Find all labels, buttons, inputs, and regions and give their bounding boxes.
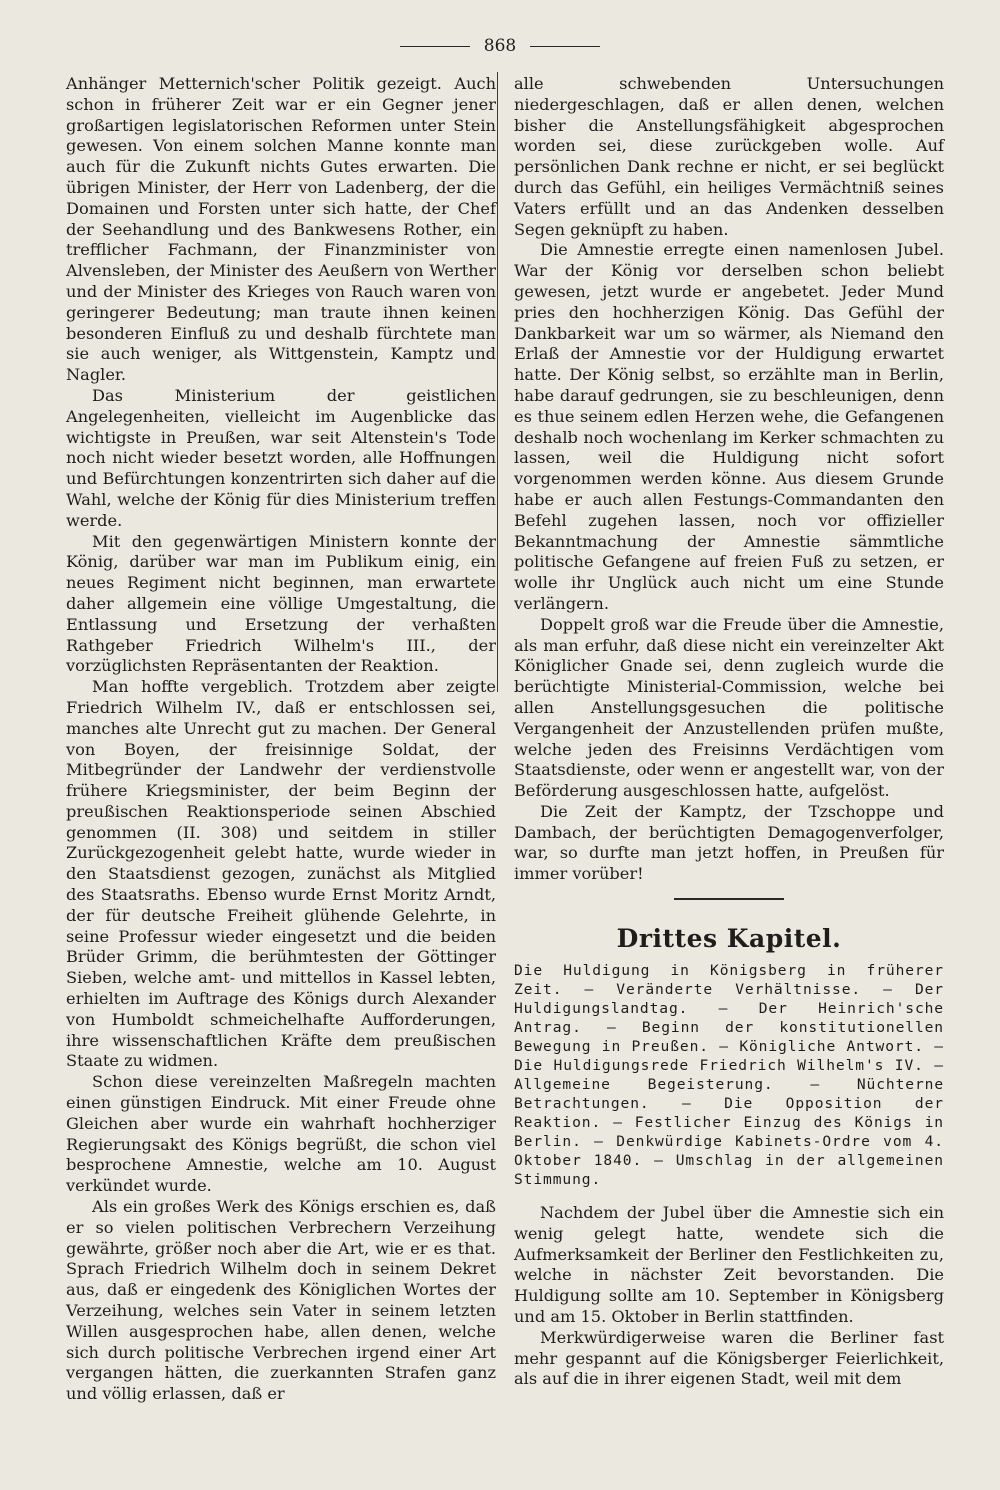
page-number: 868 bbox=[483, 36, 517, 56]
paragraph: Schon diese vereinzelten Maßregeln machten einen günstigen Eindruck. Mit einer Freude ohne Gleichen aber wurde ein wahrhaft hochherziger Regierungsakt des Königs begrüßt, die schon viel besprochene Amnestie, welche am 10. August verkündet wurde. bbox=[66, 1072, 496, 1196]
paragraph: Nachdem der Jubel über die Amnestie sich ein wenig gelegt hatte, wendete sich die Aufmerksamkeit der Berliner den Festlichkeiten zu, welche in nächster Zeit bevorstanden. Die Huldigung sollte am 10. September in Königsberg und am 15. Oktober in Berlin stattfinden. bbox=[514, 1203, 944, 1327]
page-header bbox=[0, 36, 1000, 56]
paragraph: alle schwebenden Untersuchungen niedergeschlagen, daß er allen denen, welchen bisher die Anstellungsfähigkeit abgesprochen worden sei, diese zurückgeben wolle. Auf persönlichen Dank rechne er nicht, er sei beglückt durch das Gefühl, ein heiliges Vermächtniß seines Vaters erfüllt und an das Andenken desselben Segen geknüpft zu haben. bbox=[514, 74, 944, 239]
left-column bbox=[66, 74, 496, 1405]
header-rule-left bbox=[400, 46, 470, 47]
chapter-title: Drittes Kapitel. bbox=[616, 924, 842, 954]
paragraph: Das Ministerium der geistlichen Angelegenheiten, vielleicht im Augenblicke das wichtigste in Preußen, war seit Altenstein's Tode noch nicht wieder besetzt worden, alle Hoffnungen und Befürchtungen konzentrirten sich daher auf die Wahl, welche der König für dies Ministerium treffen werde. bbox=[66, 385, 496, 530]
header-rule-right bbox=[530, 46, 600, 47]
paragraph: Die Amnestie erregte einen namenlosen Jubel. War der König vor derselben schon beliebt gewesen, jetzt wurde er angebetet. Jeder Mund pries den hochherzigen König. Das Gefühl der Dankbarkeit war um so wärmer, als Niemand den Erlaß der Amnestie vor der Huldigung erwartet hatte. Der König selbst, so erzählte man in Berlin, habe darauf gedrungen, sie zu beschleunigen, denn es thue seinem edlen Herzen wehe, die Gefangenen deshalb noch wochenlang im Kerker schmachten zu lassen, weil die Huldigung nicht sofort vorgenommen werden könne. Aus diesem Grunde habe er auch allen Festungs-Commandanten den Befehl zugehen lassen, noch vor offizieller Bekanntmachung der Amnestie sämmtliche politische Gefangene auf freien Fuß zu setzen, er wolle ihr Unglück auch nicht um eine Stunde verlängern. bbox=[514, 240, 944, 613]
chapter-summary: Die Huldigung in Königsberg in früherer Zeit. — Veränderte Verhältnisse. — Der Huldigungslandtag. — Der Heinrich'sche Antrag. — Beginn der konstitutionellen Bewegung in Preußen. — Königliche Antwort. — Die Huldigungsrede Friedrich Wilhelm's IV. — Allgemeine Begeisterung. — Nüchterne Betrachtungen. — Die Opposition der Reaktion. — Festlicher Einzug des Königs in Berlin. — Denkwürdige Kabinets-Ordre vom 4. Oktober 1840. — Umschlag in der allgemeinen Stimmung. bbox=[514, 962, 944, 1189]
paragraph: Als ein großes Werk des Königs erschien es, daß er so vielen politischen Verbrechern Verzeihung gewährte, größer noch aber die Art, wie er es that. Sprach Friedrich Wilhelm doch in seinem Dekret aus, daß er eingedenk des Königlichen Wortes der Verzeihung, welches sein Vater in seinem letzten Willen ausgesprochen habe, allen denen, welche sich durch politische Verbrechen irgend einer Art vergangen hätten, die zuerkannten Strafen ganz und völlig erlassen, daß er bbox=[66, 1197, 496, 1404]
column-divider bbox=[497, 72, 498, 692]
paragraph: Anhänger Metternich'scher Politik gezeigt. Auch schon in früherer Zeit war er ein Gegner jener großartigen legislatorischen Reformen unter Stein gewesen. Von einem solchen Manne konnte man auch für die Zukunft nichts Gutes erwarten. Die übrigen Minister, der Herr von Ladenberg, der die Domainen und Forsten unter sich hatte, der Chef der Seehandlung und des Bankwesens Rother, ein trefflicher Fachmann, der Finanzminister von Alvensleben, der Minister des Aeußern von Werther und der Minister des Krieges von Rauch waren von geringerer Bedeutung; man traute ihnen keinen besonderen Einfluß zu und deshalb fürchtete man sie auch weniger, als Wittgenstein, Kamptz und Nagler. bbox=[66, 74, 496, 385]
section-separator bbox=[674, 898, 784, 900]
paragraph: Doppelt groß war die Freude über die Amnestie, als man erfuhr, daß diese nicht ein vereinzelter Akt Königlicher Gnade sei, denn zugleich wurde die berüchtigte Ministerial-Commission, welche bei allen Anstellungsgesuchen die politische Vergangenheit der Anzustellenden prüfen mußte, welche jeden des Freisinns Verdächtigen vom Staatsdienste, oder wenn er angestellt war, von der Beförderung ausgeschlossen hatte, aufgelöst. bbox=[514, 614, 944, 801]
paragraph: Merkwürdigerweise waren die Berliner fast mehr gespannt auf die Königsberger Feierlichkeit, als auf die in ihrer eigenen Stadt, weil mit dem bbox=[514, 1327, 944, 1389]
paragraph: Mit den gegenwärtigen Ministern konnte der König, darüber war man im Publikum einig, ein neues Regiment nicht beginnen, man erwartete daher allgemein eine völlige Umgestaltung, die Entlassung und Ersetzung der verhaßten Rathgeber Friedrich Wilhelm's III., der vorzüglichsten Repräsentanten der Reaktion. bbox=[66, 531, 496, 676]
right-column bbox=[514, 74, 944, 1390]
paragraph: Die Zeit der Kamptz, der Tzschoppe und Dambach, der berüchtigten Demagogenverfolger, war, so durfte man jetzt hoffen, in Preußen für immer vorüber! bbox=[514, 801, 944, 884]
paragraph: Man hoffte vergeblich. Trotzdem aber zeigte Friedrich Wilhelm IV., daß er entschlossen sei, manches alte Unrecht gut zu machen. Der General von Boyen, der freisinnige Soldat, der Mitbegründer der Landwehr der verdienstvolle frühere Kriegsminister, der beim Beginn der preußischen Reaktionsperiode seinen Abschied genommen (II. 308) und seitdem in stiller Zurückgezogenheit gelebt hatte, wurde wieder in den Staatsdienst gezogen, zunächst als Mitglied des Staatsraths. Ebenso wurde Ernst Moritz Arndt, der für deutsche Freiheit glühende Gelehrte, in seine Professur wieder eingesetzt und die beiden Brüder Grimm, die berühmtesten der Göttinger Sieben, welche amt- und mittellos in Kassel lebten, erhielten im Auftrage des Königs durch Alexander von Humboldt schmeichelhafte Aufforderungen, ihre wissenschaftlichen Kräfte dem preußischen Staate zu widmen. bbox=[66, 677, 496, 1071]
